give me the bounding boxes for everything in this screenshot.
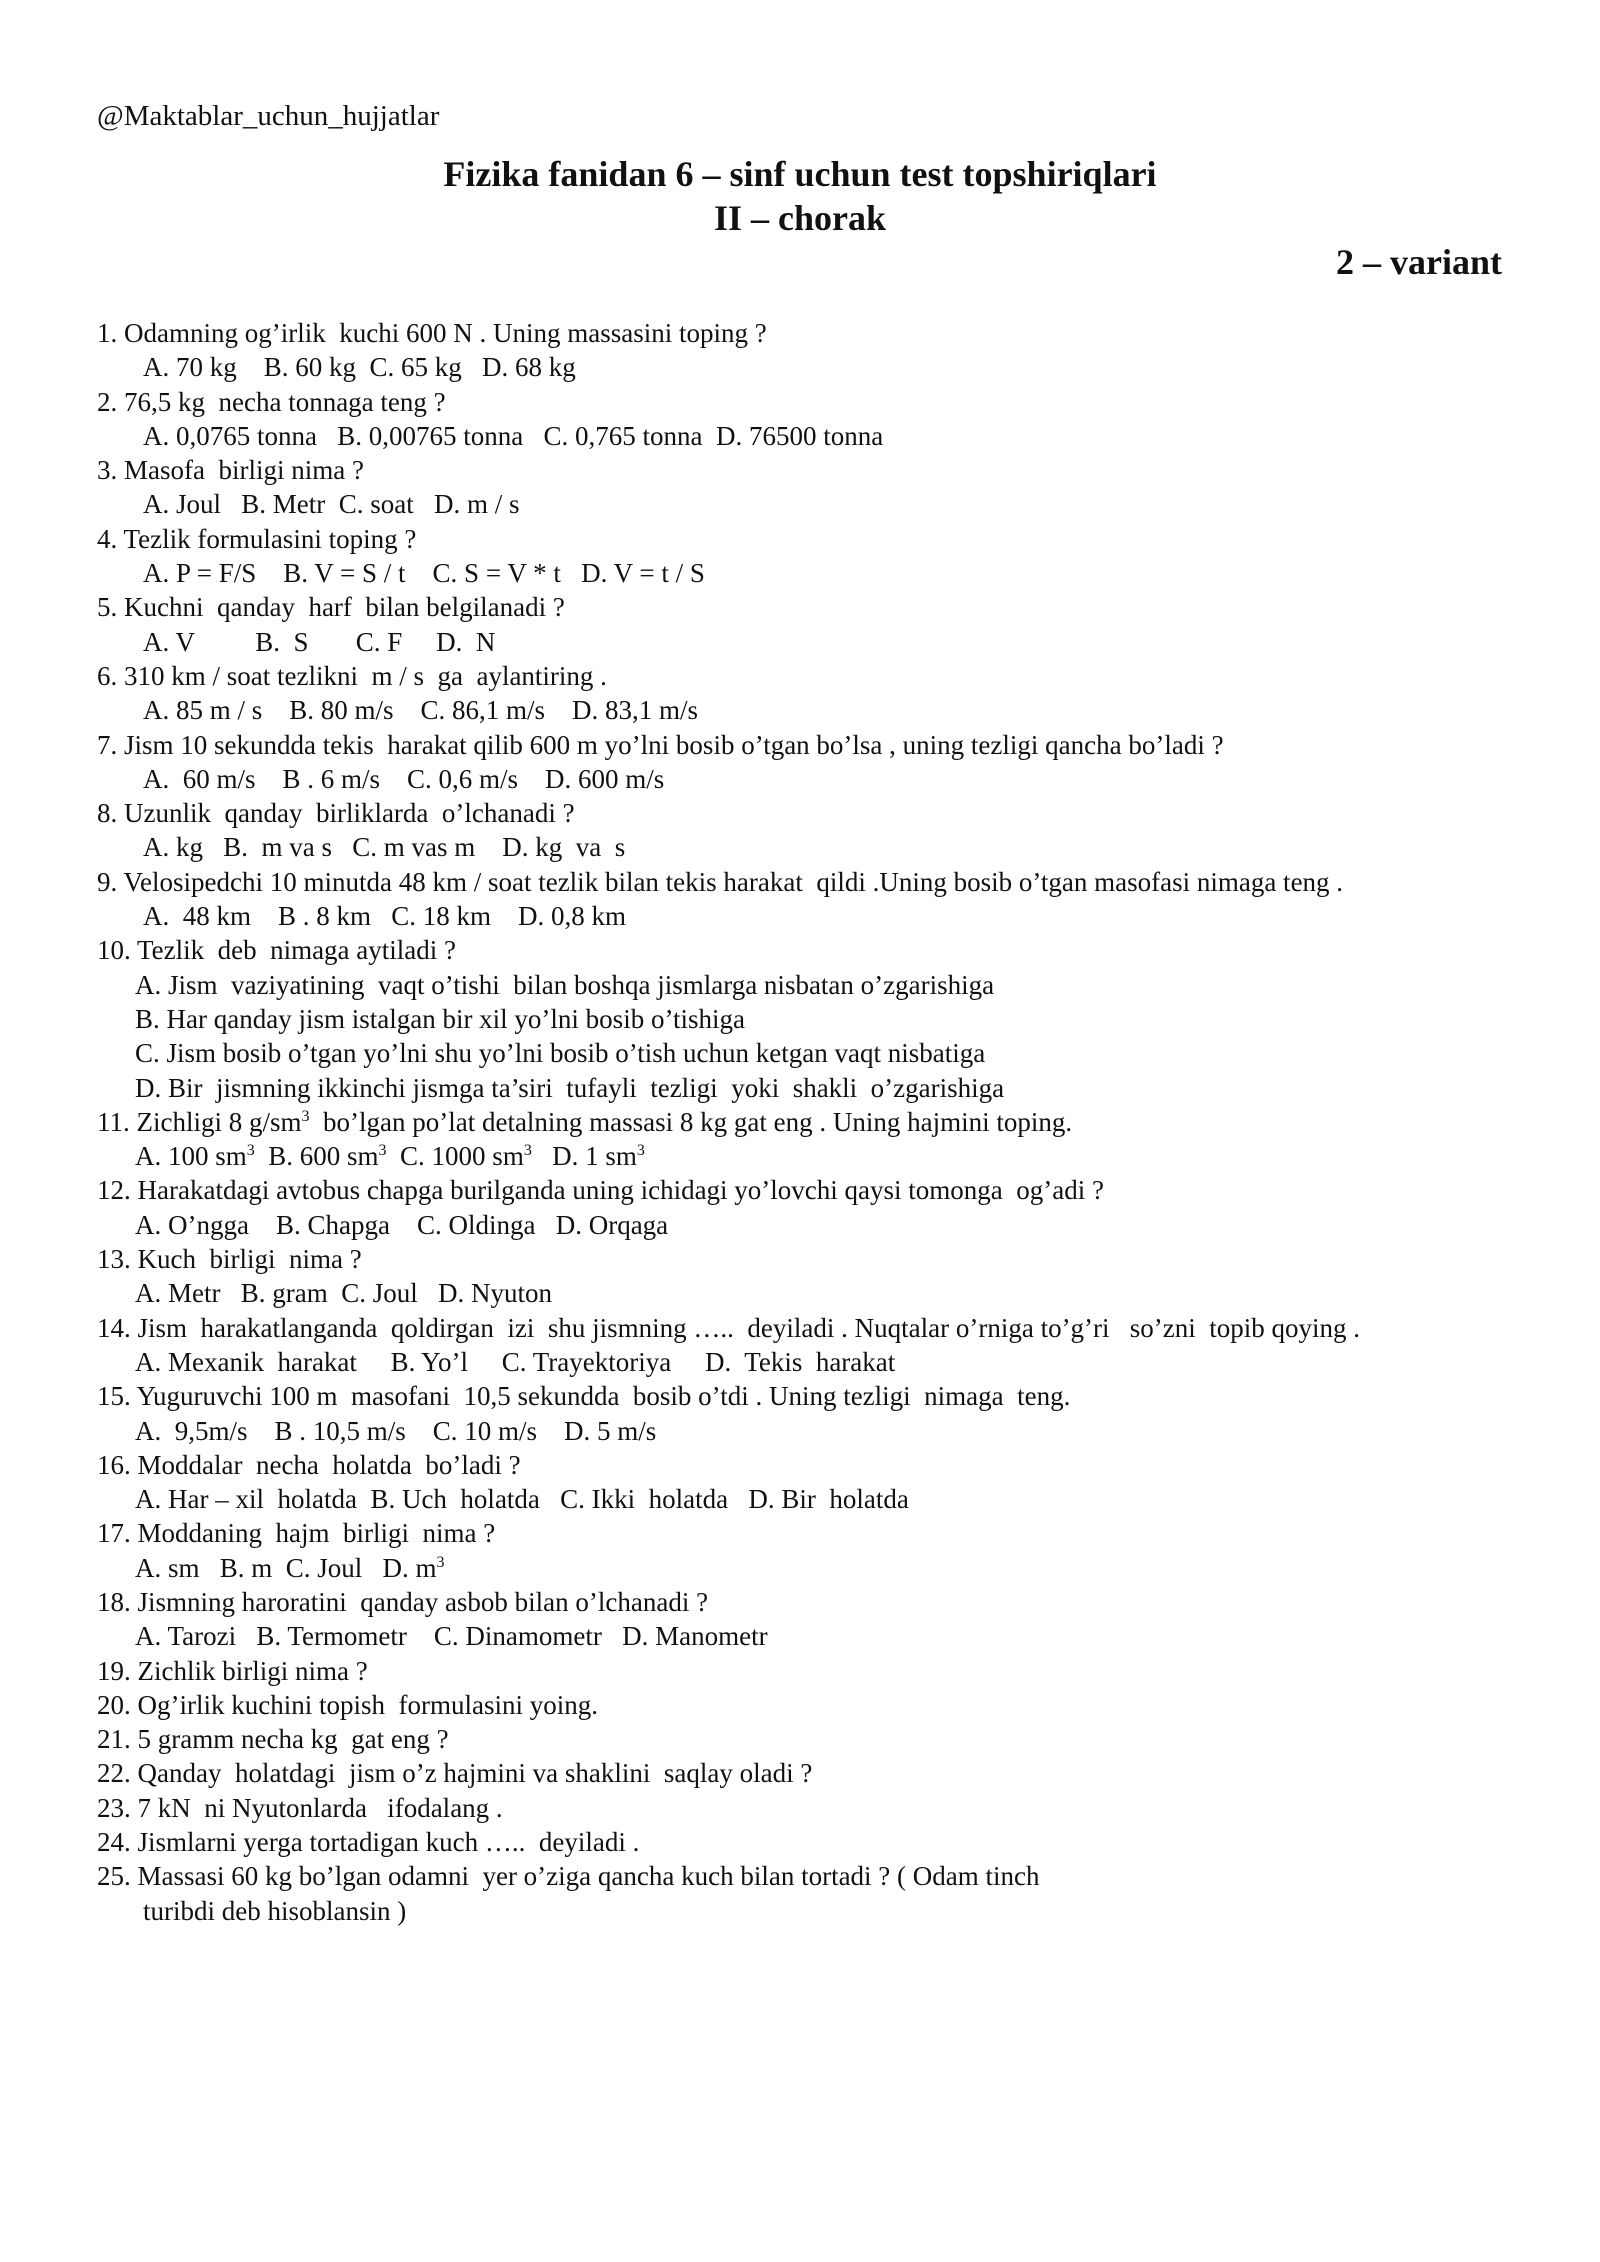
question-11-text-a: 11. Zichligi 8 g/sm bbox=[97, 1106, 302, 1137]
question-20: 20. Og’irlik kuchini topish formulasini yoing. bbox=[97, 1689, 598, 1720]
question-21: 21. 5 gramm necha kg gat eng ? bbox=[97, 1724, 449, 1755]
question-5: 5. Kuchni qanday harf bilan belgilanadi ? bbox=[97, 592, 565, 623]
question-15-options: A. 9,5m/s B . 10,5 m/s C. 10 m/s D. 5 m/s bbox=[135, 1415, 657, 1446]
question-3-options: A. Joul B. Metr C. soat D. m / s bbox=[143, 489, 520, 520]
question-11 bbox=[97, 1105, 1557, 1139]
question-list bbox=[97, 316, 1557, 1928]
question-6-options: A. 85 m / s B. 80 m/s C. 86,1 m/s D. 83,1 m/s bbox=[143, 695, 699, 726]
question-14-options: A. Mexanik harakat B. Yo’l C. Trayektoriya D. Tekis harakat bbox=[135, 1346, 896, 1377]
question-25-continuation: turibdi deb hisoblansin ) bbox=[143, 1895, 407, 1926]
superscript: 3 bbox=[378, 1142, 387, 1160]
option-b: B. 600 sm bbox=[254, 1141, 379, 1172]
superscript: 3 bbox=[523, 1142, 532, 1160]
option-d: D. 1 sm bbox=[531, 1141, 637, 1172]
option-c: C. 1000 sm bbox=[386, 1141, 524, 1172]
question-8: 8. Uzunlik qanday birliklarda o’lchanadi ? bbox=[97, 798, 575, 829]
superscript: 3 bbox=[301, 1107, 310, 1125]
question-17-options-text: A. sm B. m C. Joul D. m bbox=[135, 1552, 437, 1583]
question-9-options: A. 48 km B . 8 km C. 18 km D. 0,8 km bbox=[143, 901, 627, 932]
variant-label: 2 – variant bbox=[1336, 242, 1502, 282]
question-10-option-c: C. Jism bosib o’tgan yo’lni shu yo’lni bosib o’tish uchun ketgan vaqt nisbatiga bbox=[135, 1038, 986, 1069]
question-5-options: A. V B. S C. F D. N bbox=[143, 626, 496, 657]
question-15: 15. Yuguruvchi 100 m masofani 10,5 sekundda bosib o’tdi . Uning tezligi nimaga teng. bbox=[97, 1381, 1071, 1412]
question-10-option-b: B. Har qanday jism istalgan bir xil yo’lni bosib o’tishiga bbox=[135, 1003, 745, 1034]
document-title: Fizika fanidan 6 – sinf uchun test topshiriqlari bbox=[443, 154, 1157, 194]
question-1-options: A. 70 kg B. 60 kg C. 65 kg D. 68 kg bbox=[143, 352, 576, 383]
question-11-text-b: bo’lgan po’lat detalning massasi 8 kg gat eng . Uning hajmini toping. bbox=[309, 1106, 1073, 1137]
question-16-options: A. Har – xil holatda B. Uch holatda C. Ikki holatda D. Bir holatda bbox=[135, 1484, 909, 1515]
question-8-options: A. kg B. m va s C. m vas m D. kg va s bbox=[143, 832, 626, 863]
question-7: 7. Jism 10 sekundda tekis harakat qilib 600 m yo’lni bosib o’tgan bo’lsa , uning tezligi qancha bo’ladi ? bbox=[97, 729, 1224, 760]
question-9: 9. Velosipedchi 10 minutda 48 km / soat tezlik bilan tekis harakat qildi .Uning bosib o’tgan masofasi nimaga teng . bbox=[97, 866, 1344, 897]
question-4-options: A. P = F/S B. V = S / t C. S = V * t D. V = t / S bbox=[143, 558, 705, 589]
question-2-options: A. 0,0765 tonna B. 0,00765 tonna C. 0,765 tonna D. 76500 tonna bbox=[143, 420, 884, 451]
superscript: 3 bbox=[636, 1142, 645, 1160]
question-13-options: A. Metr B. gram C. Joul D. Nyuton bbox=[135, 1278, 552, 1309]
question-6: 6. 310 km / soat tezlikni m / s ga aylantiring . bbox=[97, 660, 607, 691]
question-23: 23. 7 kN ni Nyutonlarda ifodalang . bbox=[97, 1792, 503, 1823]
option-a: A. 100 sm bbox=[135, 1141, 247, 1172]
question-12-options: A. O’ngga B. Chapga C. Oldinga D. Orqaga bbox=[135, 1209, 669, 1240]
question-10: 10. Tezlik deb nimaga aytiladi ? bbox=[97, 935, 457, 966]
question-10-option-a: A. Jism vaziyatining vaqt o’tishi bilan boshqa jismlarga nisbatan o’zgarishiga bbox=[135, 969, 995, 1000]
question-10-option-d: D. Bir jismning ikkinchi jismga ta’siri tufayli tezligi yoki shakli o’zgarishiga bbox=[135, 1072, 1005, 1103]
channel-handle: @Maktablar_uchun_hujjatlar bbox=[97, 100, 440, 132]
question-16: 16. Moddalar necha holatda bo’ladi ? bbox=[97, 1449, 521, 1480]
question-2: 2. 76,5 kg necha tonnaga teng ? bbox=[97, 386, 446, 417]
question-18: 18. Jismning haroratini qanday asbob bilan o’lchanadi ? bbox=[97, 1586, 709, 1617]
question-22: 22. Qanday holatdagi jism o’z hajmini va shaklini saqlay oladi ? bbox=[97, 1758, 813, 1789]
question-17: 17. Moddaning hajm birligi nima ? bbox=[97, 1518, 496, 1549]
question-13: 13. Kuch birligi nima ? bbox=[97, 1244, 362, 1275]
superscript: 3 bbox=[246, 1142, 255, 1160]
question-18-options: A. Tarozi B. Termometr C. Dinamometr D. Manometr bbox=[135, 1621, 768, 1652]
question-17-options bbox=[97, 1551, 1557, 1585]
question-11-options bbox=[97, 1139, 1557, 1173]
document-subtitle: II – chorak bbox=[713, 198, 887, 238]
question-19: 19. Zichlik birligi nima ? bbox=[97, 1655, 368, 1686]
question-14: 14. Jism harakatlanganda qoldirgan izi shu jismning ….. deyiladi . Nuqtalar o’rniga to’g’ri so’zni topib qoying . bbox=[97, 1312, 1361, 1343]
question-4: 4. Tezlik formulasini toping ? bbox=[97, 523, 417, 554]
question-7-options: A. 60 m/s B . 6 m/s C. 0,6 m/s D. 600 m/s bbox=[143, 763, 665, 794]
question-12: 12. Harakatdagi avtobus chapga burilganda uning ichidagi yo’lovchi qaysi tomonga og’adi ? bbox=[97, 1175, 1104, 1206]
superscript: 3 bbox=[436, 1553, 445, 1571]
question-1: 1. Odamning og’irlik kuchi 600 N . Uning massasini toping ? bbox=[97, 318, 767, 348]
question-24: 24. Jismlarni yerga tortadigan kuch ….. deyiladi . bbox=[97, 1827, 640, 1858]
question-3: 3. Masofa birligi nima ? bbox=[97, 455, 364, 486]
question-25: 25. Massasi 60 kg bo’lgan odamni yer o’ziga qancha kuch bilan tortadi ? ( Odam tinch bbox=[97, 1861, 1040, 1892]
